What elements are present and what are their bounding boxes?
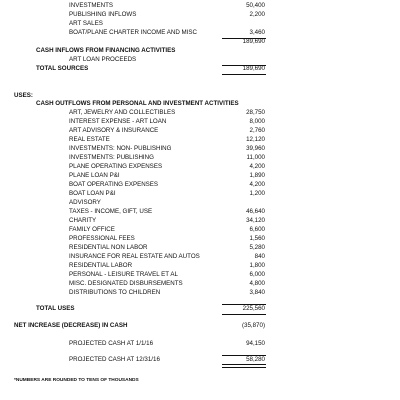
outflow-value: 1,200 bbox=[249, 190, 265, 197]
outflow-value: 1,890 bbox=[249, 172, 265, 179]
outflow-value: 28,750 bbox=[246, 109, 265, 116]
outflow-label: INVESTMENTS: NON- PUBLISHING bbox=[69, 145, 172, 152]
outflow-label: PLANE OPERATING EXPENSES bbox=[69, 163, 163, 170]
financing-label-art-loan: ART LOAN PROCEEDS bbox=[69, 56, 137, 63]
source-label-charter: BOAT/PLANE CHARTER INCOME AND MISC bbox=[69, 29, 198, 36]
outflow-label: PROFESSIONAL FEES bbox=[69, 235, 135, 242]
total-uses-value: 225,560 bbox=[242, 305, 265, 312]
outflow-label: BOAT LOAN P&I bbox=[69, 190, 116, 197]
total-sources-rule-bottom bbox=[222, 74, 266, 75]
source-value-publishing: 2,200 bbox=[249, 11, 265, 18]
outflow-value: 4,800 bbox=[249, 280, 265, 287]
source-label-publishing: PUBLISHING INFLOWS bbox=[69, 11, 137, 18]
total-sources-value: 189,690 bbox=[242, 65, 265, 72]
outflow-value: 6,000 bbox=[249, 271, 265, 278]
outflow-value: 39,960 bbox=[246, 145, 265, 152]
outflow-value: 4,200 bbox=[249, 163, 265, 170]
outflow-label: ADVISORY bbox=[69, 199, 101, 206]
outflow-label: INTEREST EXPENSE - ART LOAN bbox=[69, 118, 167, 125]
total-uses-label: TOTAL USES bbox=[36, 305, 75, 312]
outflow-label: MISC. DESIGNATED DISBURSEMENTS bbox=[69, 280, 183, 287]
outflow-value: 1,560 bbox=[249, 235, 265, 242]
projected-start-label: PROJECTED CASH AT 1/1/16 bbox=[69, 340, 154, 347]
footnote: *NUMBERS ARE ROUNDED TO TENS OF THOUSANDS bbox=[14, 378, 139, 383]
outflow-value: 6,600 bbox=[249, 226, 265, 233]
source-label-art-sales: ART SALES bbox=[69, 20, 103, 27]
outflow-value: 1,800 bbox=[249, 262, 265, 269]
projected-end-label: PROJECTED CASH AT 12/31/16 bbox=[69, 356, 160, 363]
outflow-value: 840 bbox=[254, 253, 265, 260]
outflow-value: 2,760 bbox=[249, 127, 265, 134]
outflow-label: ART ADVISORY & INSURANCE bbox=[69, 127, 159, 134]
source-value-charter: 3,460 bbox=[249, 29, 265, 36]
projected-end-double-rule bbox=[222, 364, 266, 368]
outflow-value: 3,840 bbox=[249, 289, 265, 296]
outflow-label: TAXES - INCOME, GIFT, USE bbox=[69, 208, 153, 215]
outflow-label: ART, JEWELRY AND COLLECTIBLES bbox=[69, 109, 176, 116]
outflow-label: INVESTMENTS: PUBLISHING bbox=[69, 154, 154, 161]
outflows-heading: CASH OUTFLOWS FROM PERSONAL AND INVESTMENT ACTIVITIES bbox=[36, 100, 239, 107]
net-change-value: (35,870) bbox=[241, 322, 265, 329]
outflow-value: 4,200 bbox=[249, 181, 265, 188]
sources-subtotal-value: 189,690 bbox=[242, 38, 265, 45]
outflow-value: 5,280 bbox=[249, 244, 265, 251]
uses-heading: USES: bbox=[14, 92, 33, 99]
outflow-label: INSURANCE FOR REAL ESTATE AND AUTOS bbox=[69, 253, 200, 260]
outflow-value: 11,000 bbox=[246, 154, 265, 161]
total-sources-label: TOTAL SOURCES bbox=[36, 65, 89, 72]
outflow-value: 12,120 bbox=[246, 136, 265, 143]
outflow-value: 46,640 bbox=[246, 208, 265, 215]
source-value-investments: 50,400 bbox=[246, 2, 265, 9]
projected-end-value: 58,280 bbox=[246, 356, 265, 363]
outflow-label: RESIDENTIAL LABOR bbox=[69, 262, 133, 269]
outflow-label: FAMILY OFFICE bbox=[69, 226, 115, 233]
outflow-value: 34,120 bbox=[246, 217, 265, 224]
net-change-label: NET INCREASE (DECREASE) IN CASH bbox=[14, 322, 128, 329]
projected-start-value: 94,150 bbox=[246, 340, 265, 347]
total-uses-rule-bottom bbox=[222, 314, 266, 315]
outflow-label: CHARITY bbox=[69, 217, 97, 224]
outflow-label: DISTRIBUTIONS TO CHILDREN bbox=[69, 289, 161, 296]
source-label-investments: INVESTMENTS bbox=[69, 2, 114, 9]
outflow-label: REAL ESTATE bbox=[69, 136, 110, 143]
outflow-label: RESIDENTIAL NON LABOR bbox=[69, 244, 148, 251]
outflow-label: PLANE LOAN P&I bbox=[69, 172, 120, 179]
outflow-value: 8,000 bbox=[249, 118, 265, 125]
outflow-label: PERSONAL - LEISURE TRAVEL ET AL bbox=[69, 271, 178, 278]
financing-heading: CASH INFLOWS FROM FINANCING ACTIVITIES bbox=[36, 47, 176, 54]
outflow-label: BOAT OPERATING EXPENSES bbox=[69, 181, 159, 188]
